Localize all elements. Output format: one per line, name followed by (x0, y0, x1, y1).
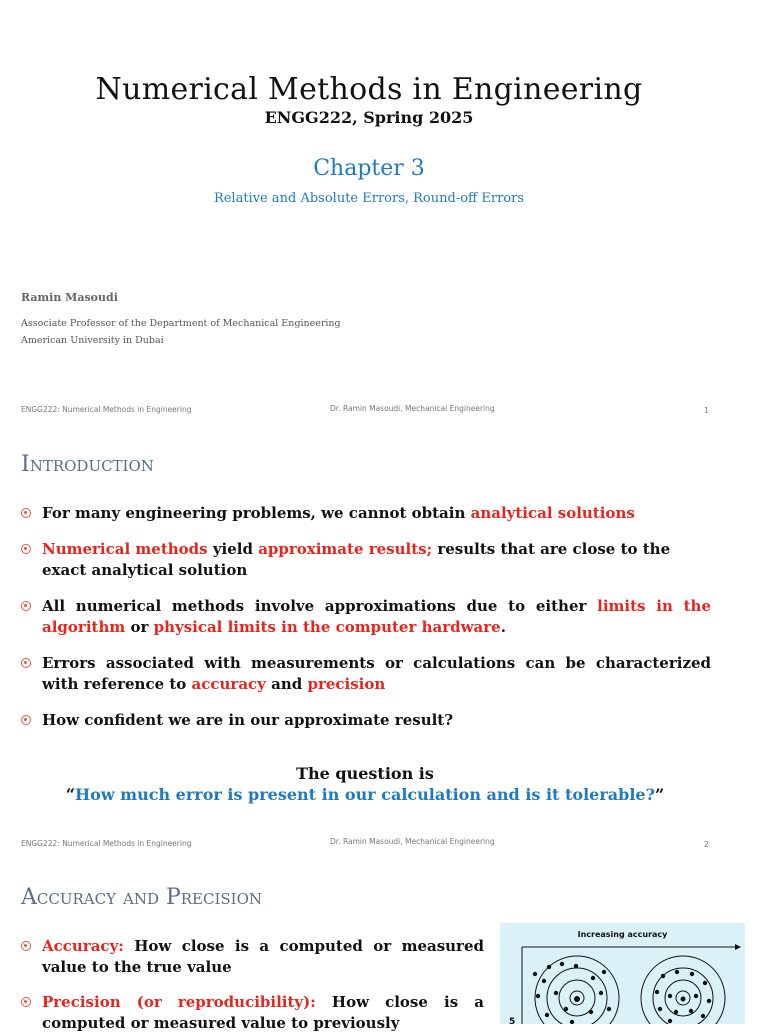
slide2-bullet-3 (21, 596, 711, 638)
bullet-icon (21, 544, 31, 554)
bullet-text: results that are close to the exact analytical solution (42, 540, 671, 579)
slide2-footer-page: 2 (704, 840, 709, 849)
bullet-icon (21, 508, 31, 518)
bullet-highlight: physical limits in the computer hardware (153, 618, 501, 636)
slide2-footer-course: ENGG222: Numerical Methods in Engineering (21, 839, 192, 848)
quote-open: “ (65, 785, 76, 804)
bullet-text: . (500, 618, 506, 636)
bullet-text: yield (207, 540, 259, 558)
figure-label: Increasing accuracy (577, 930, 668, 939)
bullet-text: or (125, 618, 154, 636)
bullet-text: How confident we are in our approximate result? (42, 711, 454, 729)
bullet-highlight: precision (307, 675, 386, 693)
bullet-highlight: limits in the algorithm (42, 597, 711, 636)
slide2-question (0, 785, 730, 804)
target-right-shots (655, 970, 711, 1023)
bullet-highlight: Accuracy: (42, 937, 124, 955)
question-text: How much error is present in our calculation and is it tolerable? (75, 785, 655, 804)
bullet-icon (21, 601, 31, 611)
slide1-footer-page: 1 (704, 406, 709, 415)
slide1-author: Ramin Masoudi (21, 291, 118, 304)
quote-close: ” (654, 785, 665, 804)
slide1-footer-author: Dr. Ramin Masoudi, Mechanical Engineering (330, 404, 495, 413)
slide1-affiliation-line2: American University in Dubai (21, 335, 164, 346)
axis-mark: 5 (509, 1017, 516, 1024)
target-right (641, 956, 725, 1024)
slide2-bullet-2 (21, 539, 711, 581)
slide3-bullet-2 (21, 992, 484, 1034)
target-diagram (500, 923, 745, 1024)
bullet-highlight: analytical solutions (470, 504, 635, 522)
bullet-text: and (265, 675, 308, 693)
bullet-text: How close is a computed or measured value to previously (42, 993, 484, 1032)
bullet-text: All numerical methods involve approximations due to either (42, 597, 598, 615)
bullet-highlight: approximate results; (258, 540, 433, 558)
slide2-question-intro: The question is (296, 764, 434, 783)
slide1-chapter-subtitle: Relative and Absolute Errors, Round-off Errors (213, 191, 525, 206)
slide2-heading: Introduction (21, 452, 154, 477)
slide1-title: Numerical Methods in Engineering (95, 72, 643, 107)
bullet-text: How close is a computed or measured value to the true value (42, 937, 484, 976)
bullet-highlight: accuracy (191, 675, 266, 693)
bullet-highlight: Numerical methods (42, 540, 208, 558)
accuracy-arrow-head (735, 944, 741, 950)
slide2-footer-author: Dr. Ramin Masoudi, Mechanical Engineering (330, 837, 495, 846)
bullet-text: Errors associated with measurements or calculations can be characterized with reference to (42, 654, 711, 693)
bullet-text: For many engineering problems, we cannot obtain (42, 504, 471, 522)
bullet-icon (21, 715, 31, 725)
bullet-icon (21, 658, 31, 668)
slide2-bullet-1 (21, 503, 711, 524)
bullet-highlight: Precision (or reproducibility): (42, 993, 316, 1011)
bullet-icon (21, 941, 31, 951)
slide3-bullet-1 (21, 936, 484, 978)
bullet-icon (21, 997, 31, 1007)
slide1-footer-course: ENGG222: Numerical Methods in Engineering (21, 405, 192, 414)
slide1-chapter: Chapter 3 (313, 156, 425, 181)
slide1-affiliation-line1: Associate Professor of the Department of Mechanical Engineering (21, 318, 341, 329)
slide3-heading: Accuracy and Precision (21, 885, 263, 910)
slide2-bullet-5 (21, 710, 711, 731)
slide1-course-term: ENGG222, Spring 2025 (264, 108, 474, 127)
slide2-bullet-4 (21, 653, 711, 695)
accuracy-precision-figure (500, 923, 745, 1024)
